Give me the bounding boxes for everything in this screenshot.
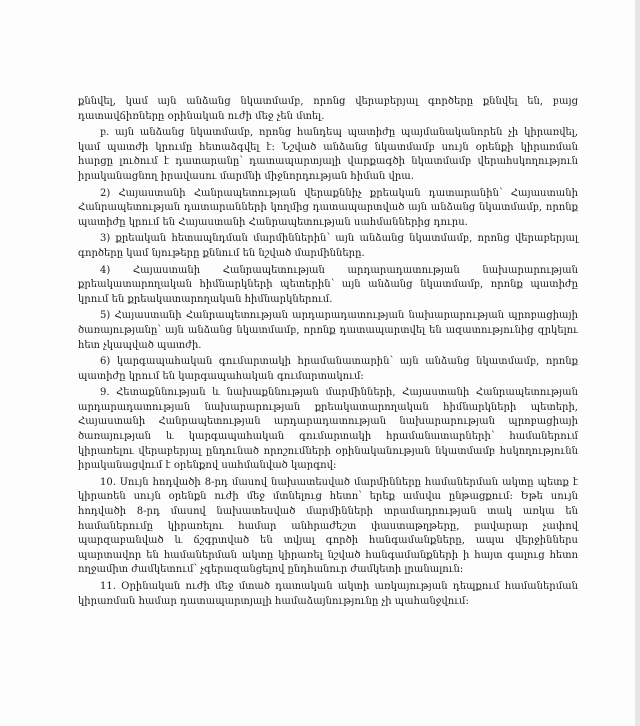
paragraph-section-10: 10. Սույն հոդվածի 8-րդ մասով նախատեսված մարմինները համաներման ակտը պետք է կիրառեն սույն օրենքն ուժի մեջ մտնելուց հետո՝ երեք ամսվա ընթացքում: Եթե սույն հոդվածի 8-րդ մասով նախատեսված մարմինների տրամադրության տակ առկա են համաներումը կիրառելու համար անհրաժեշտ փաստաթղթերը, բավարար չափով պարզաբանված և ճշգրտված են տվյալ գործի հանգամանքները, ապա վերջիններս պարտավոր են համաներման ակտը կիրառել նշված հանգամանքների ի հայտ գալուց հետո ողջամիտ ժամկետում՝ չգերազանցելով ընդհանուր ժամկետի լրանալուն:	[78, 476, 578, 576]
paragraph-item-4: 4) Հայաստանի Հանրապետության արդարադատության նախարարության քրեակատարողական հիմնարկների պետերին՝ այն անձանց նկատմամբ, որոնք պատիժը կրում են քրեակատարողական հիմնարկներում.	[78, 264, 578, 305]
paragraph-item-2: 2) Հայաստանի Հանրապետության վերաքննիչ քրեական դատարանին՝ Հայաստանի Հանրապետության դատարանների կողմից դատապարտված այն անձանց նկատմամբ, որոնք պատիժը կրում են Հայաստանի Հանրապետության սահմաններից դուրս.	[78, 187, 578, 228]
paragraph-item-3: 3) քրեական հետապնդման մարմիններին՝ այն անձանց նկատմամբ, որոնց վերաբերյալ գործերը կամ նյութերը քննում են նշված մարմինները.	[78, 233, 578, 259]
paragraph-section-11: 11. Օրինական ուժի մեջ մտած դատական ակտի առկայության դեպքում համաներման կիրառման համար դատապարտյալի համաձայնությունը չի պահանջվում:	[78, 581, 578, 607]
page-edge-shadow	[635, 0, 640, 726]
paragraph-item-5: 5) Հայաստանի Հանրապետության արդարադատության նախարարության պրոբացիայի ծառայությանը՝ այն անձանց նկատմամբ, որոնք դատապարտվել են ազատությունից զրկելու հետ չկապված պատժի.	[78, 310, 578, 351]
document-body	[78, 95, 578, 611]
paragraph-item-6: 6) կարգապահական գումարտակի հրամանատարին՝ այն անձանց նկատմամբ, որոնք պատիժը կրում են կարգապահական գումարտակում:	[78, 356, 578, 382]
paragraph-b: բ. այն անձանց նկատմամբ, որոնց հանդեպ պատիժը պայմանականորեն չի կիրառվել, կամ պատժի կրումը հետաձգվել է: Նշված անձանց նկատմամբ սույն օրենքի կիրառման հարցը լուծում է դատարանը՝ դատապարտյալի վարքագծի նկատմամբ վերահսկողություն իրականացնող իրավասու մարմնի միջնորդության հիման վրա.	[78, 127, 578, 182]
paragraph-section-9: 9. Հետաքննության և նախաքննության մարմինների, Հայաստանի Հանրապետության արդարադատության նախարարության քրեակատարողական հիմնարկների պետերի, Հայաստանի Հանրապետության արդարադատության նախարարության պրոբացիայի ծառայության և կարգապահական գումարտակի հրամանատարների՝ համաներում կիրառելու վերաբերյալ ընդունած որոշումների օրինականության նկատմամբ հսկողությունն իրականացվում է օրենքով սահմանված կարգով:	[78, 387, 578, 472]
paragraph-continuation: քննվել, կամ այն անձանց նկատմամբ, որոնց վերաբերյալ գործերը քննվել են, բայց դատավճիռները օրինական ուժի մեջ չեն մտել.	[78, 96, 578, 122]
